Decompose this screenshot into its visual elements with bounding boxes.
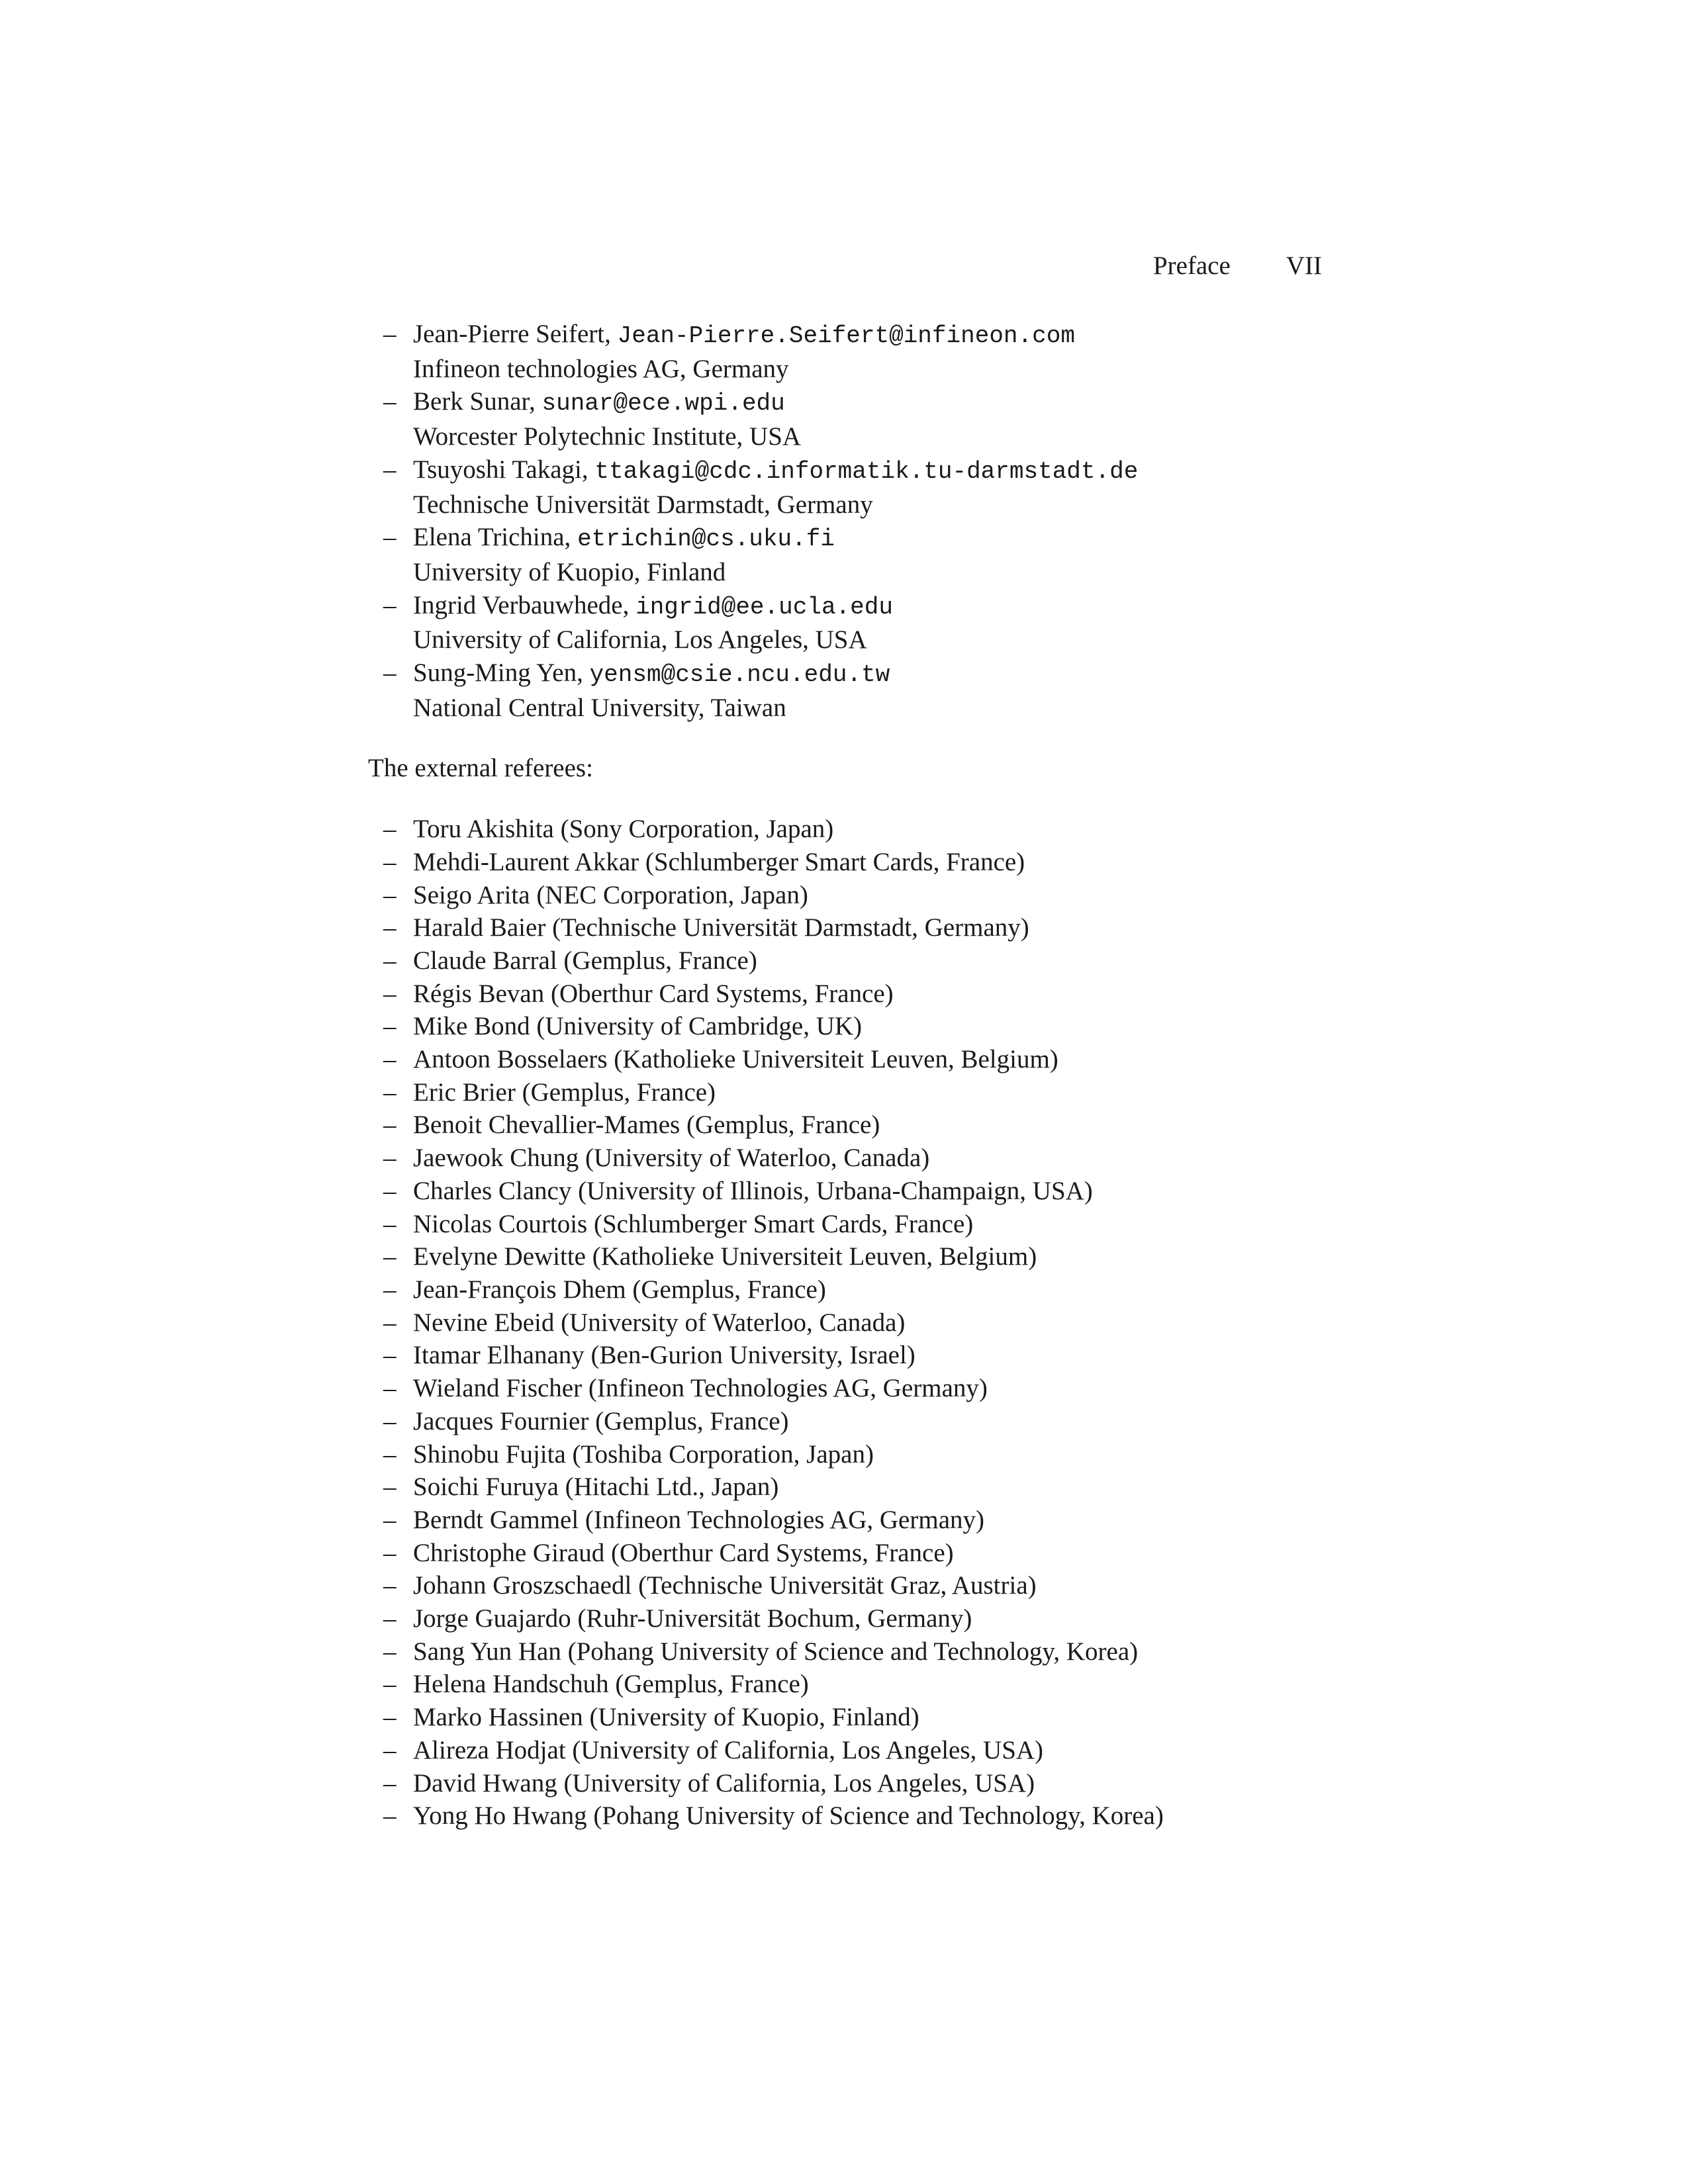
referee-entry: Benoit Chevallier-Mames (Gemplus, France) [413, 1111, 880, 1140]
referee-entry: Nicolas Courtois (Schlumberger Smart Cards, France) [413, 1209, 974, 1238]
referee-entry: Marko Hassinen (University of Kuopio, Finland) [413, 1703, 919, 1732]
referees-heading: The external referees: [368, 754, 593, 783]
list-dash: – [383, 1735, 397, 1764]
list-dash: – [383, 979, 397, 1008]
referee-entry: Evelyne Dewitte (Katholieke Universiteit Leuven, Belgium) [413, 1242, 1037, 1271]
referee-entry: David Hwang (University of California, Los Angeles, USA) [413, 1768, 1035, 1797]
referee-entry: Yong Ho Hwang (Pohang University of Science and Technology, Korea) [413, 1801, 1164, 1831]
list-dash: – [383, 1045, 397, 1074]
member-name-line [413, 589, 1328, 624]
list-dash: – [383, 1473, 397, 1502]
member-name-line [413, 318, 1328, 353]
referee-item [368, 1273, 1328, 1306]
referee-entry: Antoon Bosselaers (Katholieke Universiteit Leuven, Belgium) [413, 1045, 1058, 1074]
list-dash: – [383, 1670, 397, 1699]
referee-item [368, 1208, 1328, 1241]
list-dash: – [383, 1341, 397, 1370]
list-dash: – [383, 523, 397, 552]
list-dash: – [383, 1505, 397, 1534]
referee-item [368, 1504, 1328, 1537]
committee-member [368, 521, 1328, 588]
referee-item [368, 978, 1328, 1011]
referee-item [368, 1372, 1328, 1405]
member-email: ttakagi@cdc.informatik.tu-darmstadt.de [594, 457, 1139, 485]
referee-item [368, 1043, 1328, 1076]
referee-entry: Mike Bond (University of Cambridge, UK) [413, 1012, 863, 1041]
external-referee-list [368, 813, 1328, 1833]
member-name: Elena Trichina, [413, 523, 571, 552]
list-dash: – [383, 1801, 397, 1831]
member-name: Sung-Ming Yen, [413, 659, 583, 688]
referee-entry: Christophe Giraud (Oberthur Card Systems, France) [413, 1538, 954, 1567]
member-email: Jean-Pierre.Seifert@infineon.com [617, 322, 1075, 349]
running-header [1153, 246, 1322, 286]
list-dash: – [383, 913, 397, 942]
referee-item [368, 1405, 1328, 1438]
referee-item [368, 1602, 1328, 1635]
list-dash: – [383, 1703, 397, 1732]
referee-item [368, 879, 1328, 912]
referee-item [368, 1767, 1328, 1800]
list-dash: – [383, 847, 397, 876]
page-number: VII [1286, 251, 1322, 280]
member-name-line [413, 657, 1328, 692]
referee-item [368, 1306, 1328, 1340]
referee-entry: Jorge Guajardo (Ruhr-Universität Bochum, Germany) [413, 1604, 972, 1633]
member-name-line [413, 521, 1328, 556]
referee-entry: Harald Baier (Technische Universität Darmstadt, Germany) [413, 913, 1029, 942]
referee-entry: Itamar Elhanany (Ben-Gurion University, Israel) [413, 1341, 915, 1370]
committee-member [368, 589, 1328, 657]
list-dash: – [383, 1604, 397, 1633]
list-dash: – [383, 1077, 397, 1107]
referee-item [368, 1471, 1328, 1504]
member-email: ingrid@ee.ucla.edu [635, 593, 893, 621]
committee-member [368, 453, 1328, 521]
member-affiliation: Infineon technologies AG, Germany [413, 354, 789, 383]
list-dash: – [383, 880, 397, 909]
referee-item [368, 1175, 1328, 1208]
member-name-line [413, 453, 1328, 488]
referee-item [368, 1339, 1328, 1372]
member-affiliation: Technische Universität Darmstadt, Germany [413, 490, 873, 519]
referee-entry: Eric Brier (Gemplus, France) [413, 1077, 716, 1107]
committee-member [368, 657, 1328, 724]
referee-item [368, 1734, 1328, 1767]
referee-item [368, 1799, 1328, 1833]
list-dash: – [383, 590, 397, 619]
committee-member [368, 318, 1328, 385]
referee-entry: Jaewook Chung (University of Waterloo, Canada) [413, 1144, 930, 1173]
referee-item [368, 1635, 1328, 1668]
list-dash: – [383, 1275, 397, 1304]
referee-item [368, 1109, 1328, 1142]
referee-item [368, 1569, 1328, 1602]
committee-member [368, 385, 1328, 453]
committee-member-list [368, 318, 1328, 724]
list-dash: – [383, 815, 397, 844]
member-affiliation: University of Kuopio, Finland [413, 557, 726, 586]
referee-item [368, 1240, 1328, 1273]
referee-entry: Shinobu Fujita (Toshiba Corporation, Japan) [413, 1439, 874, 1469]
referee-entry: Sang Yun Han (Pohang University of Science and Technology, Korea) [413, 1637, 1139, 1666]
referee-entry: Berndt Gammel (Infineon Technologies AG, Germany) [413, 1505, 984, 1534]
referee-entry: Charles Clancy (University of Illinois, Urbana-Champaign, USA) [413, 1176, 1093, 1205]
referee-entry: Soichi Furuya (Hitachi Ltd., Japan) [413, 1473, 779, 1502]
member-name: Ingrid Verbauwhede, [413, 590, 630, 619]
referee-entry: Helena Handschuh (Gemplus, France) [413, 1670, 809, 1699]
page-content [368, 318, 1328, 1833]
list-dash: – [383, 1242, 397, 1271]
list-dash: – [383, 1308, 397, 1337]
referee-item [368, 1537, 1328, 1570]
member-name-line [413, 385, 1328, 420]
referee-item [368, 1438, 1328, 1471]
member-email: sunar@ece.wpi.edu [541, 390, 785, 418]
list-dash: – [383, 1571, 397, 1600]
referee-entry: Alireza Hodjat (University of California, Los Angeles, USA) [413, 1735, 1044, 1764]
referee-entry: Mehdi-Laurent Akkar (Schlumberger Smart Cards, France) [413, 847, 1025, 876]
list-dash: – [383, 387, 397, 416]
referee-item [368, 1668, 1328, 1701]
referee-item [368, 911, 1328, 944]
list-dash: – [383, 659, 397, 688]
member-name: Berk Sunar, [413, 387, 536, 416]
referee-item [368, 1142, 1328, 1175]
list-dash: – [383, 1637, 397, 1666]
list-dash: – [383, 1406, 397, 1435]
list-dash: – [383, 455, 397, 484]
referee-entry: Wieland Fischer (Infineon Technologies AG, Germany) [413, 1374, 988, 1403]
member-affiliation: National Central University, Taiwan [413, 693, 786, 722]
referee-entry: Toru Akishita (Sony Corporation, Japan) [413, 815, 834, 844]
referee-entry: Régis Bevan (Oberthur Card Systems, France) [413, 979, 894, 1008]
member-affiliation: Worcester Polytechnic Institute, USA [413, 422, 802, 451]
list-dash: – [383, 1144, 397, 1173]
list-dash: – [383, 1111, 397, 1140]
list-dash: – [383, 1374, 397, 1403]
referee-item [368, 846, 1328, 879]
list-dash: – [383, 1012, 397, 1041]
list-dash: – [383, 1176, 397, 1205]
member-name: Tsuyoshi Takagi, [413, 455, 588, 484]
list-dash: – [383, 1768, 397, 1797]
referee-item [368, 944, 1328, 978]
referee-entry: Jean-François Dhem (Gemplus, France) [413, 1275, 826, 1304]
referee-entry: Johann Groszschaedl (Technische Universität Graz, Austria) [413, 1571, 1037, 1600]
list-dash: – [383, 1209, 397, 1238]
list-dash: – [383, 1439, 397, 1469]
referee-item [368, 1010, 1328, 1043]
referee-entry: Claude Barral (Gemplus, France) [413, 946, 757, 975]
member-affiliation: University of California, Los Angeles, USA [413, 625, 867, 655]
referee-item [368, 813, 1328, 846]
member-email: etrichin@cs.uku.fi [577, 525, 835, 553]
member-email: yensm@csie.ncu.edu.tw [589, 661, 890, 689]
list-dash: – [383, 320, 397, 348]
referee-item [368, 1076, 1328, 1109]
referee-entry: Nevine Ebeid (University of Waterloo, Canada) [413, 1308, 906, 1337]
header-title: Preface [1152, 251, 1231, 280]
referee-entry: Seigo Arita (NEC Corporation, Japan) [413, 880, 808, 909]
referee-entry: Jacques Fournier (Gemplus, France) [413, 1406, 789, 1435]
member-name: Jean-Pierre Seifert, [413, 320, 611, 348]
referee-item [368, 1701, 1328, 1734]
list-dash: – [383, 946, 397, 975]
list-dash: – [383, 1538, 397, 1567]
